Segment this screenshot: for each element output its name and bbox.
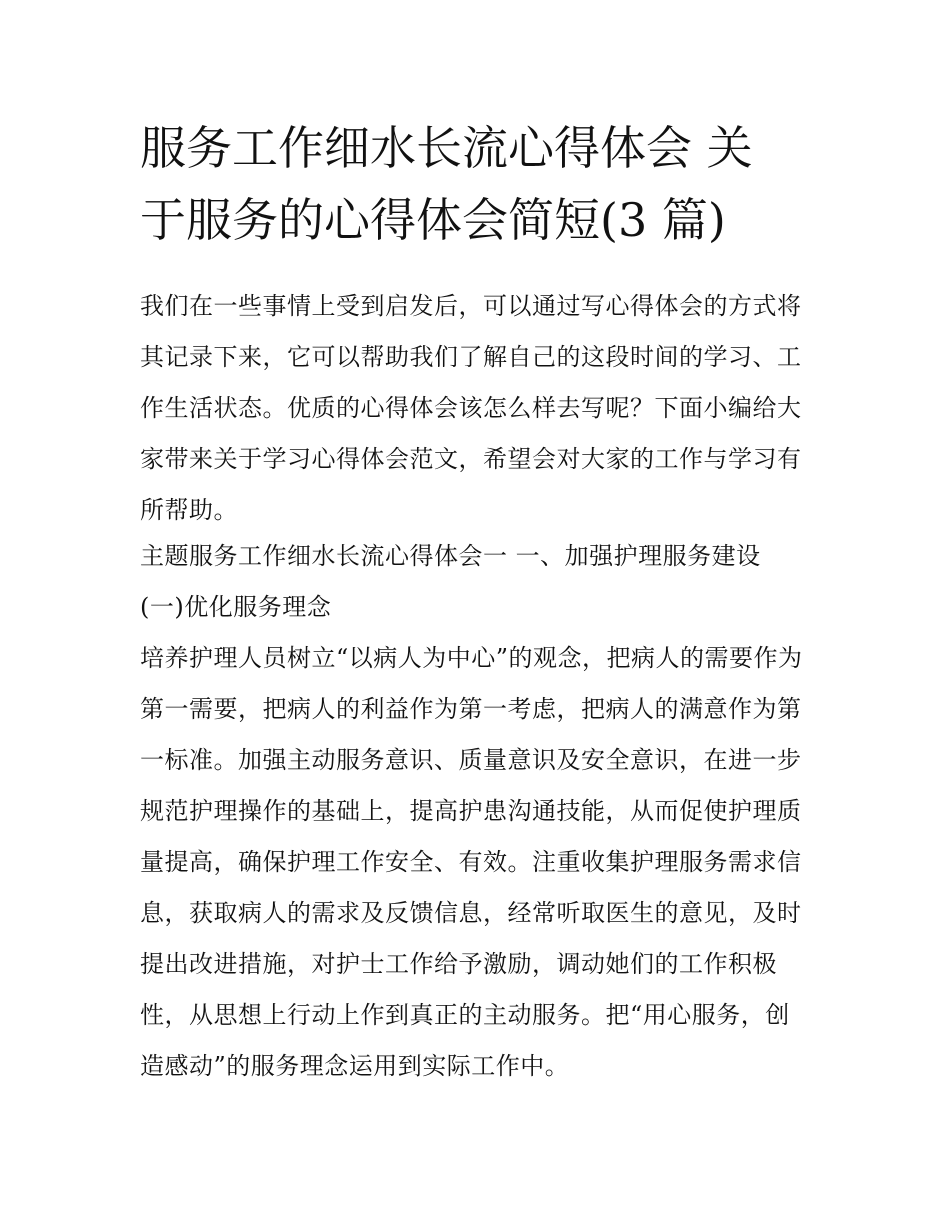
title-line-2: 于服务的心得体会简短(3 篇) — [140, 193, 726, 247]
subsection-heading: (一)优化服务理念 — [140, 593, 332, 621]
page-title — [140, 112, 820, 256]
section-heading: 主题服务工作细水长流心得体会一 一、加强护理服务建设 — [140, 542, 761, 570]
title-line-1: 服务工作细水长流心得体会 关 — [140, 121, 753, 175]
body-paragraph: 培养护理人员树立“以病人为中心”的观念，把病人的需要作为第一需要，把病人的利益作为第一考虑，把病人的满意作为第一标准。加强主动服务意识、质量意识及安全意识，在进一步规范护理操作的基础上，提高护患沟通技能，从而促使护理质量提高，确保护理工作安全、有效。注重收集护理服务需求信息，获取病人的需求及反馈信息，经常听取医生的意见，及时提出改进措施，对护士工作给予激励，调动她们的工作积极性，从思想上行动上作到真正的主动服务。把“用心服务，创造感动”的服务理念运用到实际工作中。 — [140, 644, 803, 1080]
intro-paragraph: 我们在一些事情上受到启发后，可以通过写心得体会的方式将其记录下来，它可以帮助我们了解自己的这段时间的学习、工作生活状态。优质的心得体会该怎么样去写呢？下面小编给大家带来关于学习心得体会范文，希望会对大家的工作与学习有所帮助。 — [140, 292, 802, 524]
